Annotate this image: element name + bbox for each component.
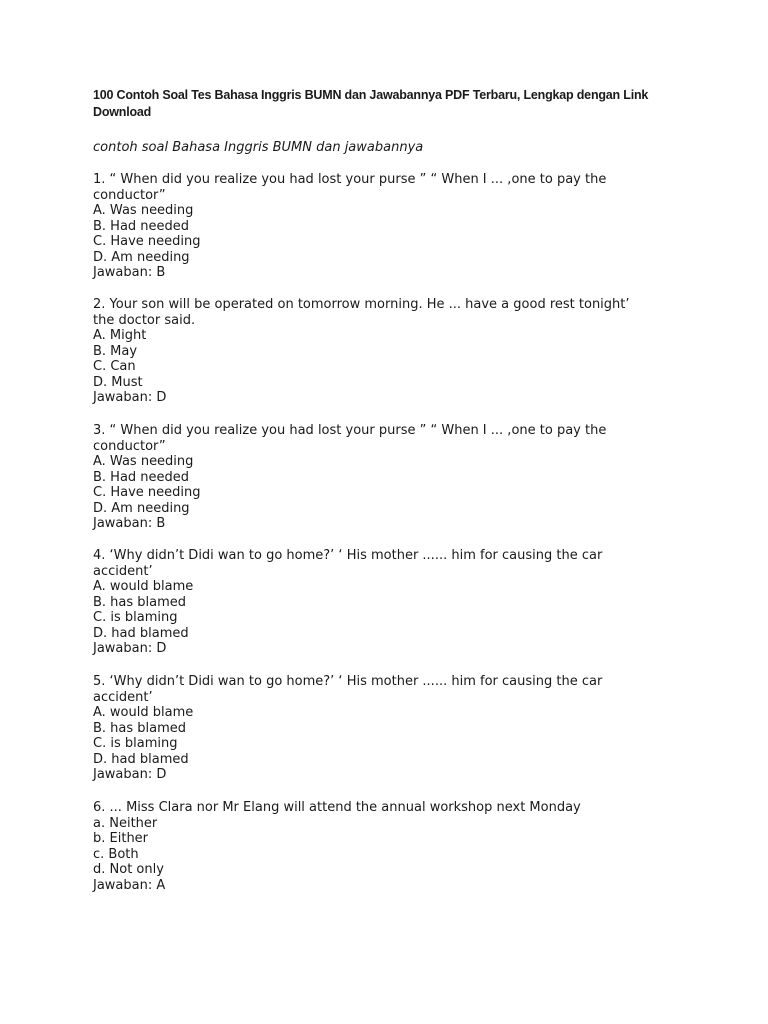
- document-title: 100 Contoh Soal Tes Bahasa Inggris BUMN dan Jawabannya PDF Terbaru, Lengkap dengan Link Download: [93, 88, 649, 119]
- option-c: C. is blaming: [93, 610, 178, 625]
- option-b: B. May: [93, 343, 138, 359]
- document-subtitle: contoh soal Bahasa Inggris BUMN dan jawabannya: [93, 140, 424, 155]
- option-b: B. has blamed: [93, 720, 187, 736]
- question-2: [93, 297, 653, 406]
- option-a: A. Was needing: [93, 203, 194, 218]
- option-c: C. Have needing: [93, 485, 201, 500]
- question-text: 2. Your son will be operated on tomorrow morning. He ... have a good rest tonight’ the doctor said.: [93, 297, 630, 328]
- option-c: C. Have needing: [93, 234, 201, 249]
- option-a: a. Neither: [93, 815, 158, 831]
- option-d: d. Not only: [93, 862, 164, 877]
- document-page: [93, 87, 693, 893]
- answer-key: Jawaban: D: [93, 641, 167, 656]
- question-1: [93, 172, 653, 281]
- option-c: C. is blaming: [93, 736, 178, 751]
- option-a: A. Might: [93, 328, 147, 343]
- option-c: C. Can: [93, 359, 136, 374]
- option-d: D. Am needing: [93, 500, 190, 516]
- answer-key: Jawaban: B: [93, 516, 166, 531]
- option-d: D. had blamed: [93, 625, 189, 641]
- question-text: 1. “ When did you realize you had lost your purse ” “ When I ... ,one to pay the conductor”: [93, 172, 607, 203]
- question-text: 5. ‘Why didn’t Didi wan to go home?’ ‘ His mother ...... him for causing the car accident’: [93, 674, 603, 705]
- option-d: D. Must: [93, 374, 143, 390]
- option-d: D. had blamed: [93, 751, 189, 767]
- option-a: A. would blame: [93, 705, 194, 720]
- option-b: B. Had needed: [93, 218, 190, 234]
- answer-key: Jawaban: A: [93, 877, 166, 893]
- answer-key: Jawaban: B: [93, 265, 166, 280]
- question-3: [93, 423, 653, 532]
- option-c: c. Both: [93, 846, 139, 862]
- question-text: 4. ‘Why didn’t Didi wan to go home?’ ‘ His mother ...... him for causing the car accident’: [93, 548, 603, 579]
- answer-key: Jawaban: D: [93, 390, 167, 405]
- option-a: A. Was needing: [93, 454, 194, 469]
- question-text: 3. “ When did you realize you had lost your purse ” “ When I ... ,one to pay the conductor”: [93, 423, 607, 454]
- option-d: D. Am needing: [93, 249, 190, 265]
- option-a: A. would blame: [93, 579, 194, 594]
- answer-key: Jawaban: D: [93, 767, 167, 782]
- question-6: [93, 800, 653, 893]
- question-4: [93, 548, 653, 657]
- question-5: [93, 674, 653, 783]
- option-b: B. Had needed: [93, 469, 190, 485]
- question-text: 6. ... Miss Clara nor Mr Elang will attend the annual workshop next Monday: [93, 800, 581, 815]
- option-b: b. Either: [93, 831, 149, 846]
- option-b: B. has blamed: [93, 594, 187, 610]
